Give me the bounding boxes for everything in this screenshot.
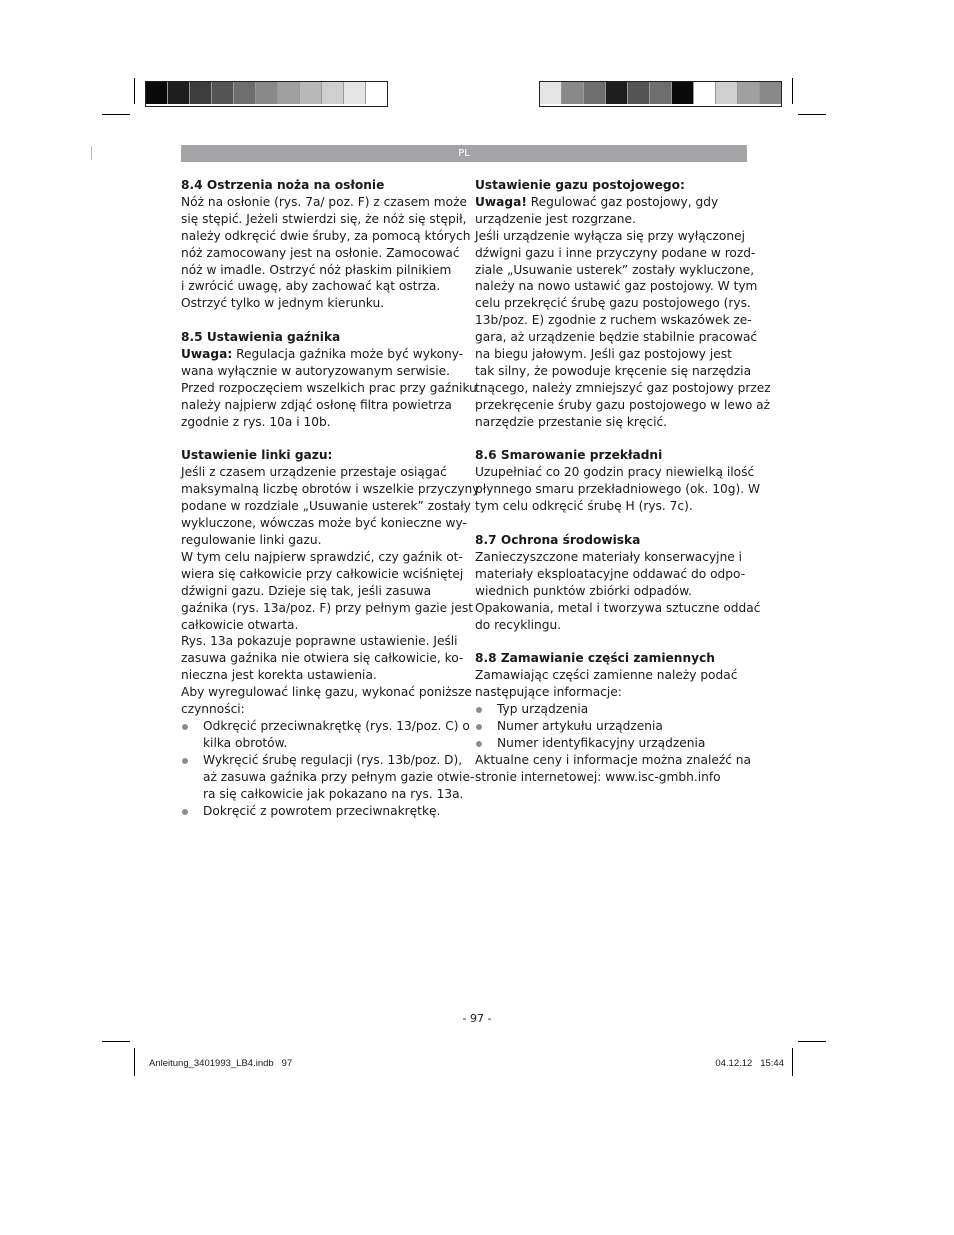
text-line: regulowanie linki gazu. <box>181 533 322 547</box>
text-line: materiały eksploatacyjne oddawać do odpo- <box>475 566 746 581</box>
text-line: całkowicie otwarta. <box>181 617 299 632</box>
text-line: czynności: <box>181 702 245 717</box>
text-line: następujące informacje: <box>475 685 622 700</box>
text-line: Dokręcić z powrotem przeciwnakrętkę. <box>203 803 441 818</box>
text-line: tnącego, należy zmniejszyć gaz postojowy przez <box>475 380 771 395</box>
color-swatch <box>322 82 344 104</box>
crop-mark <box>102 114 130 115</box>
text-line: Odkręcić przeciwnakrętkę (rys. 13/poz. C) o <box>203 718 470 733</box>
warning-label: Uwaga: <box>181 347 233 362</box>
section-8-4 <box>181 177 471 312</box>
crop-mark <box>792 78 793 104</box>
text-line: należy odkręcić dwie śruby, za pomocą których <box>181 228 471 243</box>
left-column <box>181 177 480 819</box>
warning-label: Uwaga! <box>475 194 527 209</box>
section-8-8 <box>475 650 752 785</box>
crop-mark <box>792 1048 793 1076</box>
bullet-icon <box>182 809 188 815</box>
text-line: Aktualne ceny i informacje można znaleźć na <box>475 752 752 767</box>
text-line: nóż w imadle. Ostrzyć nóż płaskim pilnikiem <box>181 262 452 277</box>
color-swatch <box>146 82 168 104</box>
section-8-7 <box>475 532 761 633</box>
section-heading: 8.7 Ochrona środowiska <box>475 533 641 547</box>
section-heading: Ustawienie gazu postojowego: <box>475 178 685 192</box>
text-line: narzędzie przestanie się kręcić. <box>475 414 668 429</box>
color-swatch <box>716 82 738 104</box>
color-swatch <box>344 82 366 104</box>
warning-text: Regulacja gaźnika może być wykony- <box>232 347 464 362</box>
color-swatch <box>760 82 781 104</box>
color-swatch <box>540 82 562 104</box>
bullet-icon <box>476 707 482 713</box>
color-swatch <box>650 82 672 104</box>
crop-mark <box>134 1048 135 1076</box>
color-swatch <box>738 82 760 104</box>
text-line: wiednich punktów zbiórki odpadów. <box>475 583 692 598</box>
text-line: maksymalną liczbę obrotów i wszelkie przyczyny <box>181 482 480 497</box>
warning-line <box>181 346 464 363</box>
section-8-5 <box>181 329 477 430</box>
section-heading: 8.6 Smarowanie przekładni <box>475 448 663 463</box>
text-line: zasuwa gaźnika nie otwiera się całkowicie, ko- <box>181 651 464 666</box>
text-line: Aby wyregulować linkę gazu, wykonać poniższe <box>181 685 472 700</box>
color-swatch <box>366 82 387 104</box>
section-heading: 8.8 Zamawianie części zamiennych <box>475 651 715 666</box>
text-line: dźwigni gazu. Dzieje się tak, jeśli zasuwa <box>181 583 432 598</box>
text-line: W tym celu najpierw sprawdzić, czy gaźnik ot- <box>181 549 463 564</box>
color-swatch <box>168 82 190 104</box>
bullet-icon <box>476 741 482 747</box>
text-line: Jeśli urządzenie wyłącza się przy wyłączonej <box>475 228 745 243</box>
text-line: Numer artykułu urządzenia <box>497 718 663 733</box>
text-line: Jeśli z czasem urządzenie przestaje osiągać <box>181 465 447 480</box>
text-line: gaźnika (rys. 13a/poz. F) przy pełnym gazie jest <box>181 600 474 615</box>
section-heading: Ustawienie linki gazu: <box>181 448 333 463</box>
text-line: należy na nowo ustawić gaz postojowy. W tym <box>475 279 758 294</box>
text-line: Nóż na osłonie (rys. 7a/ poz. F) z czasem może <box>181 194 468 209</box>
bullet-item <box>181 803 455 820</box>
language-header-bar <box>181 145 747 162</box>
color-swatch <box>628 82 650 104</box>
section-idle-gas <box>475 177 771 431</box>
text-line: 13b/poz. E) zgodnie z ruchem wskazówek ze- <box>475 313 752 328</box>
text-line: kilka obrotów. <box>203 735 288 750</box>
text-line: Zanieczyszczone materiały konserwacyjne i <box>475 549 743 564</box>
color-swatch <box>212 82 234 104</box>
text-line: Uzupełniać co 20 godzin pracy niewielką ilość <box>475 465 755 480</box>
color-swatch <box>694 82 716 104</box>
text-line: zgodnie z rys. 10a i 10b. <box>181 414 331 429</box>
crop-mark <box>798 1041 826 1042</box>
text-line: gara, aż urządzenie będzie stabilnie pracować <box>475 330 758 345</box>
color-swatch <box>234 82 256 104</box>
color-swatch <box>300 82 322 104</box>
text-line: Zamawiając części zamienne należy podać <box>475 668 738 683</box>
text-line: Przed rozpoczęciem wszelkich prac przy gaźniku <box>181 380 477 395</box>
text-line: przekręcenie śruby gazu postojowego w lewo aż <box>475 397 771 412</box>
text-line: do recyklingu. <box>475 617 562 632</box>
bullet-item <box>181 752 475 803</box>
text-line: tym celu odkręcić śrubę H (rys. 7c). <box>475 499 693 514</box>
color-swatch <box>606 82 628 104</box>
warning-text: Regulować gaz postojowy, gdy <box>526 194 719 209</box>
text-line: Wykręcić śrubę regulacji (rys. 13b/poz. D), <box>203 752 463 767</box>
text-line: i zwrócić uwagę, aby zachować kąt ostrza. <box>181 279 441 294</box>
language-label: PL <box>458 148 470 159</box>
text-line: nieczna jest korekta ustawienia. <box>181 668 377 683</box>
text-line: płynnego smaru przekładniowego (ok. 10g). W <box>475 482 761 497</box>
color-swatch <box>584 82 606 104</box>
bullet-item <box>181 718 470 752</box>
bullet-item <box>475 735 749 752</box>
color-swatch <box>256 82 278 104</box>
bullet-item <box>475 718 749 735</box>
text-line: ra się całkowicie jak pokazano na rys. 13a. <box>203 786 464 801</box>
bullet-icon <box>182 758 188 764</box>
text-line: wykluczone, wówczas może być konieczne wy- <box>181 516 467 531</box>
text-line: Opakowania, metal i tworzywa sztuczne oddać <box>475 600 761 615</box>
text-line: wiera się całkowicie przy całkowicie wciśniętej <box>181 566 464 581</box>
text-line: Typ urządzenia <box>497 702 589 717</box>
section-heading: 8.5 Ustawienia gaźnika <box>181 330 341 345</box>
color-swatch <box>190 82 212 104</box>
text-line: na biegu jałowym. Jeśli gaz postojowy jest <box>475 347 732 362</box>
text-line: celu przekręcić śrubę gazu postojowego (rys. <box>475 296 751 311</box>
text-line: stronie internetowej: www.isc-gmbh.info <box>475 769 721 784</box>
section-heading: 8.4 Ostrzenia noża na osłonie <box>181 178 385 192</box>
text-line: podane w rozdziale „Usuwanie usterek” zostały <box>181 499 471 514</box>
text-line: aż zasuwa gaźnika przy pełnym gazie otwie- <box>203 769 475 784</box>
page-number: - 97 - <box>462 1012 492 1025</box>
text-line: urządzenie jest rozgrzane. <box>475 211 636 226</box>
bullet-icon <box>476 724 482 730</box>
color-registration-bar-left <box>145 81 388 107</box>
footer-date: 04.12.12 15:44 <box>715 1058 784 1069</box>
text-line: Rys. 13a pokazuje poprawne ustawienie. Jeśli <box>181 634 458 649</box>
text-line: wana wyłącznie w autoryzowanym serwisie. <box>181 363 450 378</box>
crop-mark <box>134 78 135 104</box>
text-line: się stępić. Jeżeli stwierdzi się, że nóż się stępił, <box>181 211 467 226</box>
text-line: tak silny, że powoduje kręcenie się narzędzia <box>475 363 752 378</box>
text-line: Numer identyfikacyjny urządzenia <box>497 735 706 750</box>
text-line: nóż zamocowany jest na osłonie. Zamocować <box>181 245 460 260</box>
section-throttle-cable <box>181 447 480 819</box>
color-swatch <box>562 82 584 104</box>
crop-mark <box>91 146 92 160</box>
text-line: dźwigni gazu i inne przyczyny podane w rozd- <box>475 245 756 260</box>
section-8-6 <box>475 447 761 515</box>
text-line: Ostrzyć tylko w jednym kierunku. <box>181 296 385 311</box>
color-swatch <box>278 82 300 104</box>
crop-mark <box>102 1041 130 1042</box>
crop-mark <box>798 114 826 115</box>
text-line: należy najpierw zdjąć osłonę filtra powietrza <box>181 397 452 412</box>
text-line: ziale „Usuwanie usterek” zostały wykluczone, <box>475 262 755 277</box>
color-registration-bar-right <box>539 81 782 107</box>
bullet-item <box>475 701 749 718</box>
color-swatch <box>672 82 694 104</box>
bullet-icon <box>182 724 188 730</box>
warning-line <box>475 194 749 211</box>
footer-file-info: Anleitung_3401993_LB4.indb 97 <box>149 1058 293 1069</box>
right-column <box>475 177 771 786</box>
